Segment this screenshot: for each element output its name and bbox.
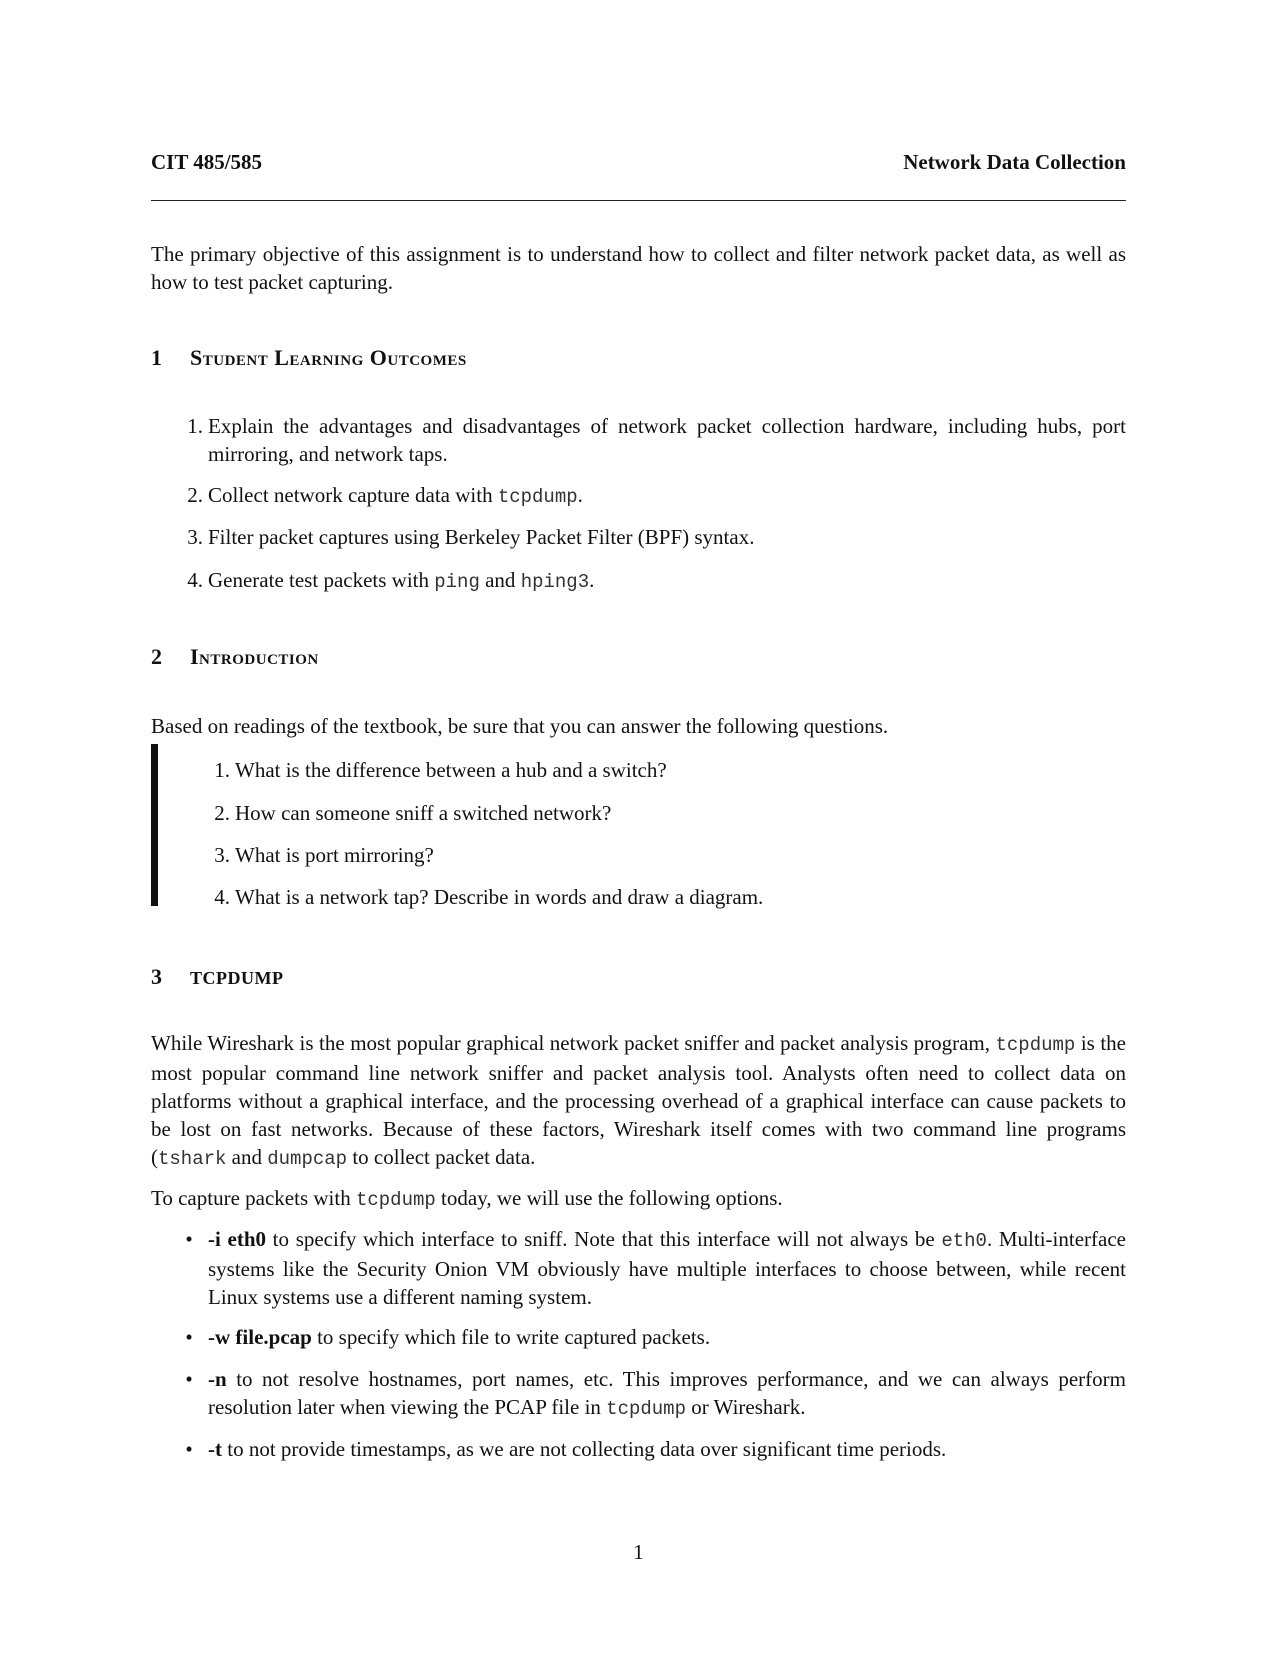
text-run: or Wireshark.: [686, 1395, 806, 1419]
text-run: .: [589, 568, 595, 592]
list-text: [208, 1225, 1126, 1311]
section-heading-2: [151, 642, 319, 672]
list-text: How can someone sniff a switched network?: [235, 801, 612, 825]
section-title: Student Learning Outcomes: [190, 345, 467, 370]
text-run: is the most popular command line network sniffer and packet analysis tool. Analysts often need to collect data on platforms without a graphical interface, and the processing overhead of a graphical interface can cause packets to be lost on fast networks. Because of these factors, Wireshark itself comes with two command line programs (: [151, 1031, 1126, 1169]
section-number: 3: [151, 964, 162, 989]
list-number: 3.: [187, 525, 203, 549]
option-flag: -w file.pcap: [208, 1325, 312, 1349]
text-run: to not resolve hostnames, port names, etc. This improves performance, and we can always perform resolution later when viewing the PCAP file in: [208, 1367, 1126, 1419]
list-text: What is the difference between a hub and a switch?: [235, 758, 667, 782]
code-tcpdump: tcpdump: [606, 1398, 686, 1420]
option-flag: -i eth0: [208, 1227, 266, 1251]
section-heading-3: [151, 962, 283, 992]
page-header: [151, 150, 1126, 180]
bullet-icon: •: [185, 1437, 193, 1461]
list-text: Filter packet captures using Berkeley Packet Filter (BPF) syntax.: [208, 525, 755, 549]
capture-options-lead: [151, 1184, 1126, 1214]
introduction-lead: Based on readings of the textbook, be sure that you can answer the following questions.: [151, 714, 889, 738]
list-number: 4.: [214, 885, 230, 909]
text-run: . Multi-interface systems like the Security Onion VM obviously have multiple interfaces to choose between, while recent Linux systems use a different naming system.: [208, 1227, 1126, 1309]
list-text: [208, 566, 1126, 596]
text-run: and: [479, 568, 521, 592]
header-course: CIT 485/585: [151, 150, 263, 174]
text-run: today, we will use the following options.: [435, 1186, 783, 1210]
list-text: [208, 1435, 1126, 1463]
text-run: While Wireshark is the most popular graphical network packet sniffer and packet analysis program,: [151, 1031, 996, 1055]
code-tcpdump: tcpdump: [995, 1034, 1076, 1056]
code-dumpcap: dumpcap: [267, 1148, 348, 1170]
list-text: [208, 481, 1126, 511]
bullet-icon: •: [185, 1325, 193, 1349]
text-run: Generate test packets with: [208, 568, 435, 592]
intro-paragraph: The primary objective of this assignment is to understand how to collect and filter network packet data, as well as how to test packet capturing.: [151, 242, 1126, 294]
bullet-icon: •: [185, 1227, 193, 1251]
text-run: to not provide timestamps, as we are not collecting data over significant time periods.: [222, 1437, 947, 1461]
code-hping3: hping3: [520, 571, 590, 593]
option-flag: -t: [208, 1437, 222, 1461]
header-title: Network Data Collection: [903, 150, 1126, 174]
section-number: 2: [151, 644, 162, 669]
text-run: Collect network capture data with: [208, 483, 498, 507]
code-tcpdump: tcpdump: [497, 486, 578, 508]
list-number: 1.: [187, 414, 203, 438]
bullet-icon: •: [185, 1367, 193, 1391]
page-number: 1: [633, 1540, 644, 1564]
list-number: 4.: [187, 568, 203, 592]
option-flag: -n: [208, 1367, 227, 1391]
list-text: [208, 1365, 1126, 1423]
list-text: What is a network tap? Describe in words and draw a diagram.: [235, 885, 764, 909]
text-run: .: [577, 483, 583, 507]
header-rule: [151, 200, 1126, 201]
list-number: 3.: [214, 843, 230, 867]
list-text: Explain the advantages and disadvantages of network packet collection hardware, including hubs, port mirroring, and network taps.: [208, 414, 1126, 466]
question-block-bar: [151, 744, 158, 906]
list-number: 1.: [214, 758, 230, 782]
text-run: To capture packets with: [151, 1186, 356, 1210]
code-tshark: tshark: [158, 1148, 227, 1170]
code-ping: ping: [434, 571, 480, 593]
tcpdump-paragraph: [151, 1029, 1126, 1173]
list-text: What is port mirroring?: [235, 843, 434, 867]
section-number: 1: [151, 345, 162, 370]
code-eth0: eth0: [941, 1230, 987, 1252]
text-run: to collect packet data.: [347, 1145, 536, 1169]
code-tcpdump: tcpdump: [355, 1189, 436, 1211]
text-run: and: [226, 1145, 268, 1169]
document-page: [151, 0, 1126, 1656]
section-heading-1: [151, 343, 467, 373]
text-run: to specify which interface to sniff. Note that this interface will not always be: [266, 1227, 942, 1251]
list-number: 2.: [187, 483, 203, 507]
section-title: TCPDUMP: [190, 968, 284, 988]
text-run: to specify which file to write captured packets.: [311, 1325, 711, 1349]
section-title: Introduction: [190, 644, 319, 669]
list-number: 2.: [214, 801, 230, 825]
list-text: [208, 1323, 1126, 1351]
